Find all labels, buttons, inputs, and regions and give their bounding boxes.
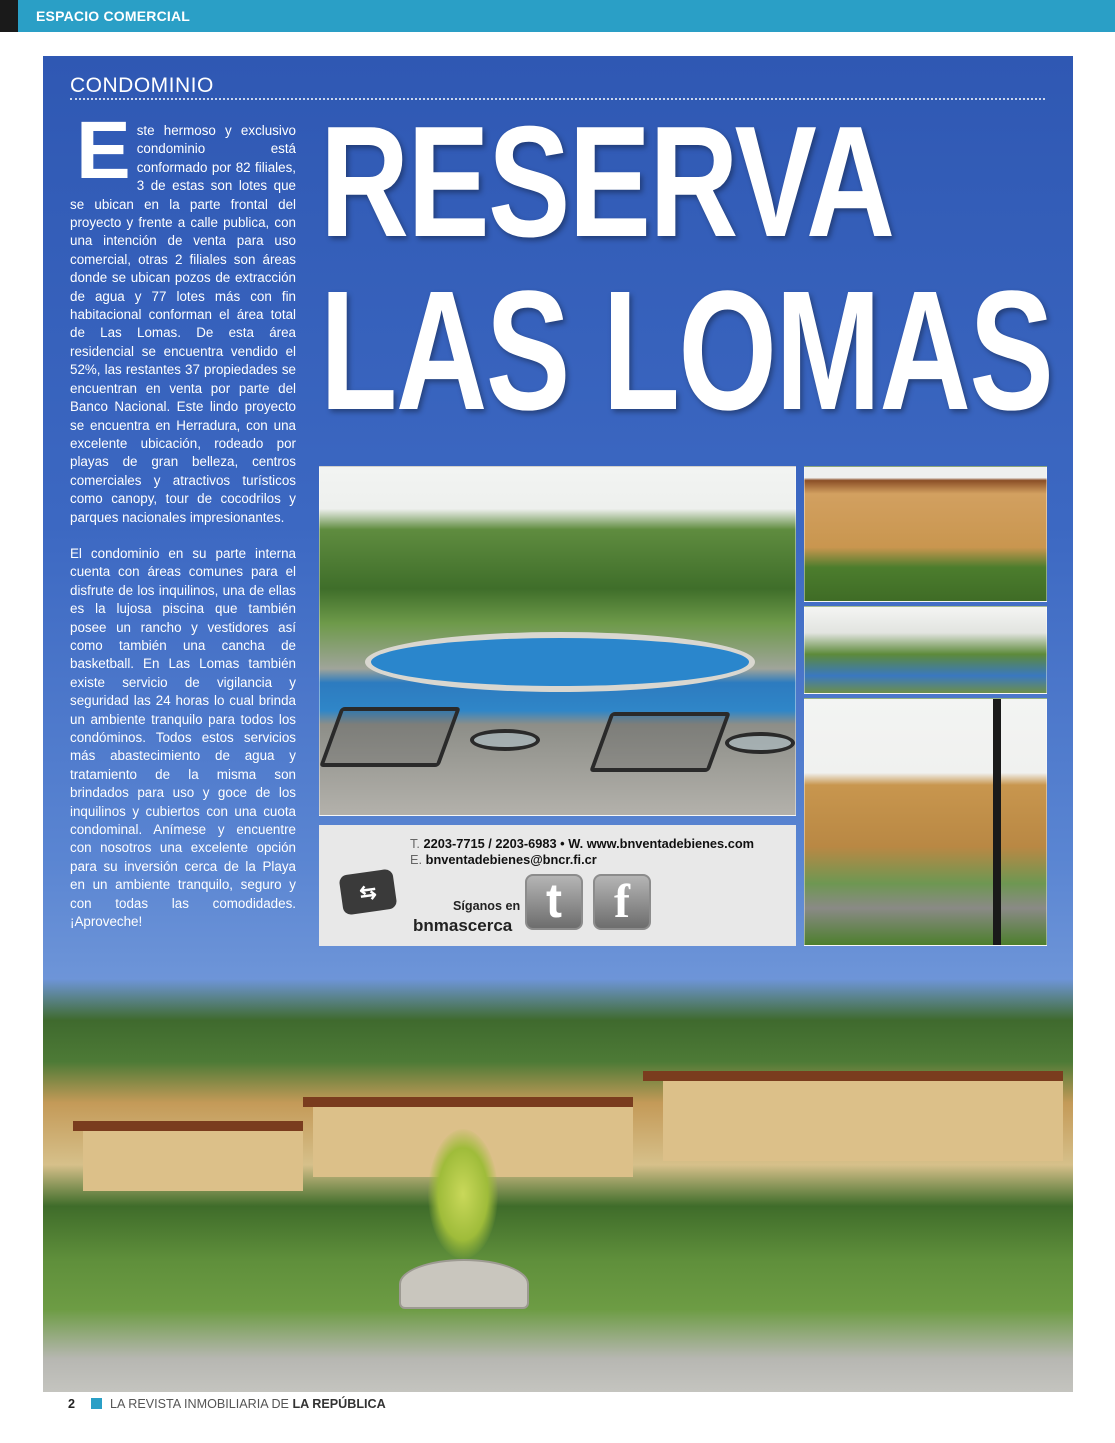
social-handle: bnmascerca bbox=[413, 916, 513, 935]
page-footer bbox=[68, 1397, 386, 1411]
email-link[interactable]: bnventadebienes@bncr.fi.cr bbox=[425, 852, 597, 867]
bank-logo-icon: ⇆ bbox=[338, 868, 397, 915]
building-photo bbox=[804, 466, 1047, 602]
house bbox=[83, 1131, 303, 1191]
twitter-icon[interactable]: t bbox=[525, 874, 583, 930]
publication-prefix: LA REVISTA INMOBILIARIA DE bbox=[110, 1397, 289, 1411]
page-number: 2 bbox=[68, 1397, 76, 1411]
phone-prefix: T. bbox=[410, 836, 420, 851]
paragraph-2: El condominio en su parte interna cuenta con áreas comunes para el disfrute de los inquilinos, una de ellas es la lujosa piscina que también posee un rancho y vestidores así como también una cancha de basketball. En Las Lomas también existe servicio de vigilancia y seguridad las 24 horas lo cual brinda un ambiente tranquilo para todos los condóminos. Todos estos servicios más abastecimiento de agua y tratamiento de la misma son brindados para uso y goce de los inquilinos y cubiertos con una cuota condominal. Anímese y encuentre con nosotros una excelente opción para su inversión cerca de la Playa en un ambiente tranquilo, seguro y con todas las comodidades. ¡Aproveche! bbox=[70, 545, 296, 930]
publication-brand: LA REPÚBLICA bbox=[292, 1397, 386, 1411]
pool-photo bbox=[319, 466, 796, 816]
roof bbox=[303, 1097, 633, 1107]
section-header-bar bbox=[0, 0, 1115, 32]
article-panel bbox=[43, 56, 1073, 1392]
contact-phone-web bbox=[410, 836, 754, 851]
side-table bbox=[470, 729, 540, 751]
street-photo bbox=[804, 698, 1047, 946]
pool-grotto-photo bbox=[804, 606, 1047, 694]
section-header-label: ESPACIO COMERCIAL bbox=[36, 8, 191, 24]
follow-label: Síganos en bbox=[453, 899, 521, 913]
lounge-chair bbox=[319, 707, 461, 767]
lamp-post bbox=[993, 699, 1001, 946]
condominium-panorama-photo bbox=[43, 979, 1073, 1392]
facebook-icon[interactable]: f bbox=[593, 874, 651, 930]
lounge-chair bbox=[589, 712, 731, 772]
pool-shape bbox=[365, 632, 755, 692]
roof bbox=[73, 1121, 303, 1131]
paragraph-1-text: ste hermoso y exclusivo condominio está conformado por 82 filiales, 3 de estas son lotes que se ubican en la parte frontal del proyecto y frente a calle publica, con una intención de venta para uso comercial, otras 2 filiales son áreas donde se ubican pozos de extracción de agua y 77 lotes más con fin habitacional conforman el área total de Las Lomas. De esta área residencial se encuentra vendido el 52%, las restantes 37 propiedades se encuentran en venta por parte del Banco Nacional. Este lindo proyecto se encuentra en Herradura, con una excelente ubicación, rodeado por playas de gran belleza, centros comerciales y atractivos turísticos como canopy, tour de cocodrilos y parques nacionales impresionantes. bbox=[70, 123, 296, 525]
paragraph-1 bbox=[70, 105, 296, 527]
publication-name bbox=[110, 1397, 386, 1411]
palm-tree bbox=[428, 1129, 498, 1259]
phone-numbers: 2203-7715 / 2203-6983 bbox=[423, 836, 557, 851]
email-prefix: E. bbox=[410, 852, 423, 867]
headline-line-1: RESERVA bbox=[320, 94, 894, 270]
header-accent-block bbox=[0, 0, 18, 32]
footer-square-icon bbox=[91, 1398, 102, 1409]
website-link[interactable]: www.bnventadebienes.com bbox=[586, 836, 755, 851]
side-table bbox=[725, 732, 795, 754]
drop-cap: E bbox=[76, 105, 131, 196]
headline-line-2: LAS LOMAS bbox=[320, 256, 1053, 446]
web-prefix: • W. bbox=[560, 836, 584, 851]
contact-email bbox=[410, 852, 597, 867]
category-label: CONDOMINIO bbox=[70, 74, 214, 97]
house bbox=[663, 1081, 1063, 1161]
contact-box bbox=[319, 825, 796, 946]
entrance-sign bbox=[399, 1259, 529, 1309]
article-body bbox=[70, 105, 296, 931]
roof bbox=[643, 1071, 1063, 1081]
